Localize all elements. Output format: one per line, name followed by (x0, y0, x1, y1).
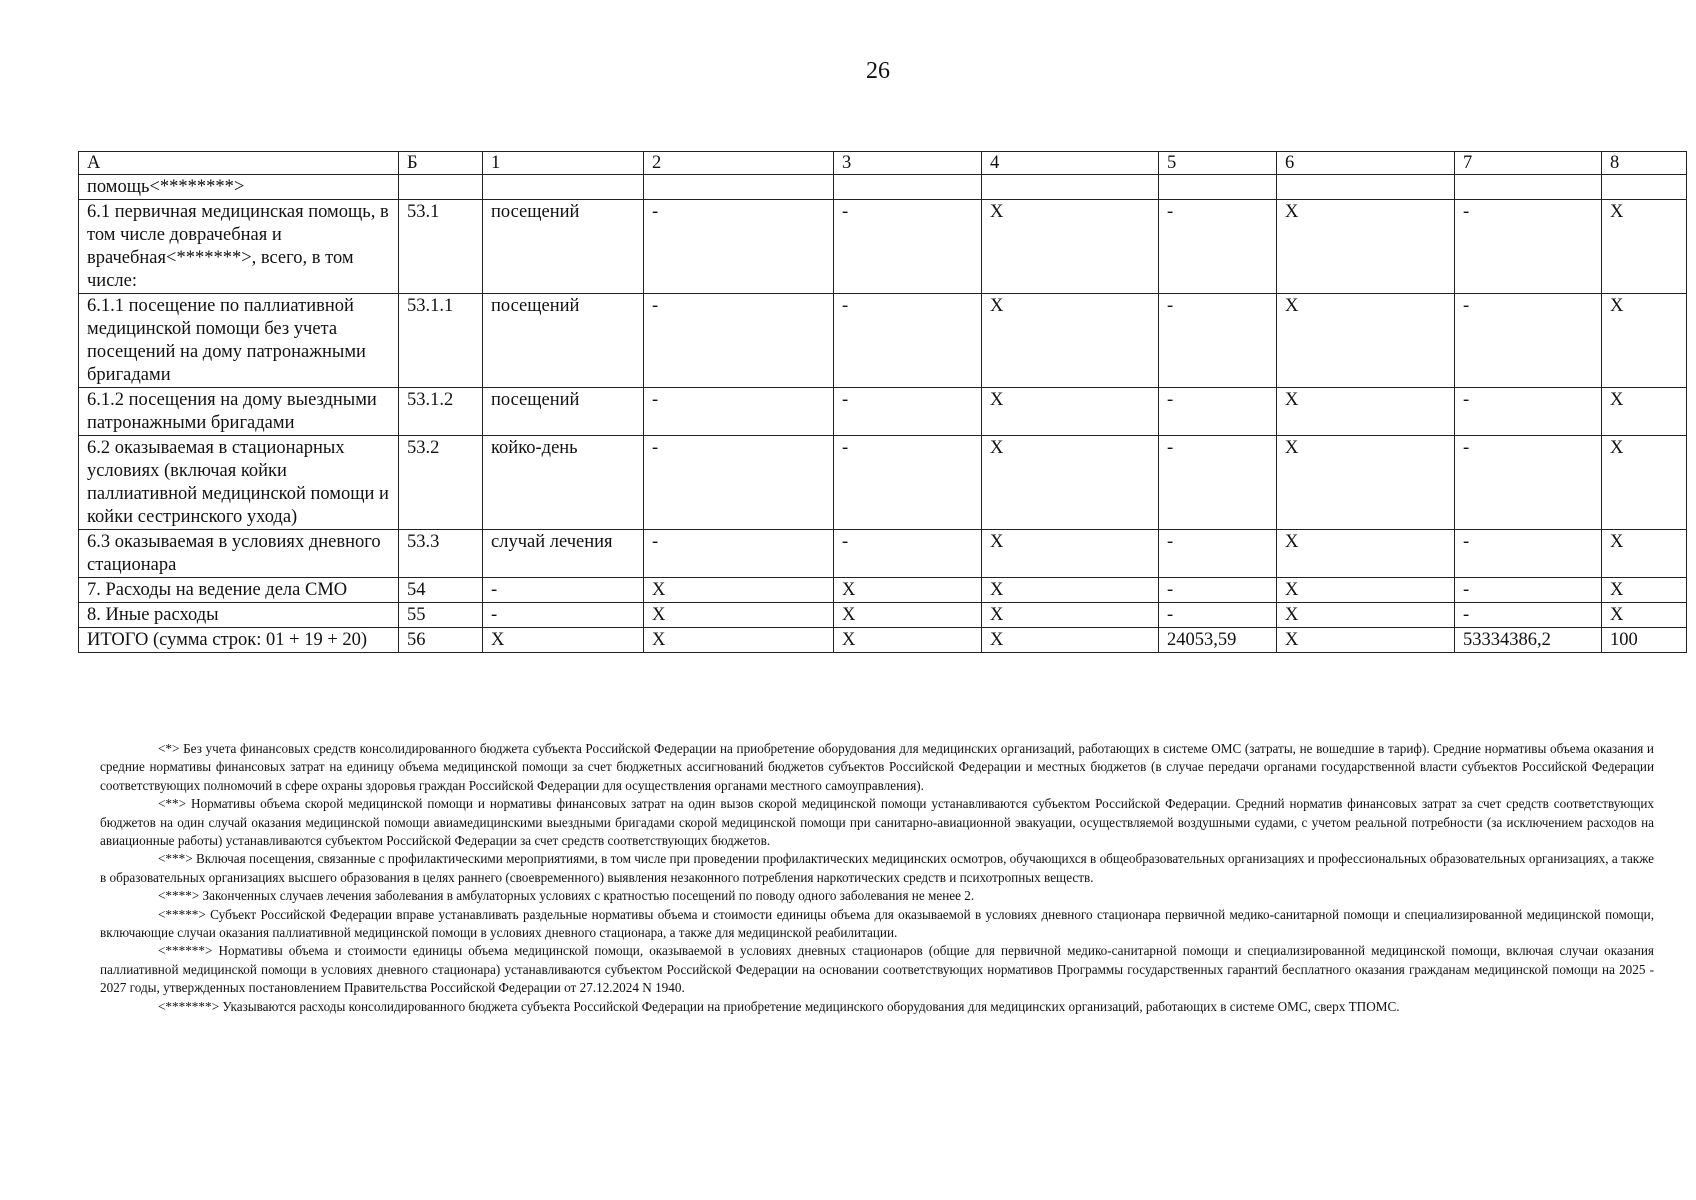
column-header-3: 3 (834, 152, 982, 175)
table-cell-a: 6.1 первичная медицинская помощь, в том числе доврачебная и врачебная<*******>, всего, в том числе: (79, 200, 399, 294)
table-cell-4: Х (982, 436, 1159, 530)
table-cell-4: Х (982, 628, 1159, 653)
table-cell-3: Х (834, 603, 982, 628)
table-cell-1: случай лечения (483, 530, 644, 578)
table-cell-a: ИТОГО (сумма строк: 01 + 19 + 20) (79, 628, 399, 653)
table-cell-7: - (1455, 294, 1602, 388)
table-cell-3: - (834, 530, 982, 578)
table-cell-6: Х (1277, 436, 1455, 530)
table-cell-7: - (1455, 436, 1602, 530)
table-cell-2: - (644, 200, 834, 294)
table-cell-6: Х (1277, 530, 1455, 578)
column-header-1: 1 (483, 152, 644, 175)
table-cell-3: Х (834, 628, 982, 653)
table-header-row (79, 152, 1687, 175)
table-cell-6: Х (1277, 603, 1455, 628)
table-cell-8: Х (1602, 388, 1687, 436)
table-cell-7: - (1455, 603, 1602, 628)
table-row (79, 436, 1687, 530)
table-cell-6: Х (1277, 388, 1455, 436)
table-cell-6: Х (1277, 200, 1455, 294)
table-cell-1: посещений (483, 388, 644, 436)
table-cell-4: Х (982, 388, 1159, 436)
page-number: 26 (866, 58, 890, 84)
table-cell-8: 100 (1602, 628, 1687, 653)
table-cell-1: посещений (483, 294, 644, 388)
footnote: <****> Законченных случаев лечения заболевания в амбулаторных условиях с кратностью посещений по поводу одного заболевания не менее 2. (158, 888, 975, 904)
table-cell-7: - (1455, 578, 1602, 603)
table-cell-5: 24053,59 (1159, 628, 1277, 653)
table-cell-8: Х (1602, 436, 1687, 530)
column-header-4: 4 (982, 152, 1159, 175)
column-header-6: 6 (1277, 152, 1455, 175)
table-cell-b: 53.1.1 (399, 294, 483, 388)
table-cell-a: 6.2 оказываемая в стационарных условиях (включая койки паллиативной медицинской помощи и койки сестринского ухода) (79, 436, 399, 530)
table-cell-a: 6.1.2 посещения на дому выездными патронажными бригадами (79, 388, 399, 436)
table-row (79, 200, 1687, 294)
table-cell-3: - (834, 388, 982, 436)
column-header-7: 7 (1455, 152, 1602, 175)
table-cell-1 (483, 175, 644, 200)
table-cell-2: - (644, 388, 834, 436)
table-cell-2: Х (644, 628, 834, 653)
footnote: <******> Нормативы объема и стоимости единицы объема медицинской помощи, оказываемой в условиях дневных стационаров (общие для первичной медико-санитарной помощи и специализированной медицинской помощи, включая случаи оказания паллиативной медицинской помощи в условиях дневного стационара) устанавливаются субъектом Российской Федерации на основании соответствующих нормативов Программы государственных гарантий бесплатного оказания гражданам медицинской помощи на 2025 - 2027 годы, утвержденных постановлением Правительства Российской Федерации от 27.12.2024 N 1940. (100, 943, 1654, 996)
table-cell-3: - (834, 294, 982, 388)
table-cell-1: посещений (483, 200, 644, 294)
table-cell-3: Х (834, 578, 982, 603)
table-cell-a: 7. Расходы на ведение дела СМО (79, 578, 399, 603)
table-cell-8: Х (1602, 200, 1687, 294)
table-cell-2: - (644, 436, 834, 530)
table-cell-5: - (1159, 294, 1277, 388)
footnote: <*****> Субъект Российской Федерации вправе устанавливать раздельные нормативы объема и стоимости единицы объема для оказываемой в условиях дневного стационара первичной медико-санитарной помощи и специализированной медицинской помощи, включающие случаи оказания паллиативной медицинской помощи в условиях дневного стационара, а также для медицинской реабилитации. (100, 906, 1654, 941)
table-row (79, 175, 1687, 200)
table-row (79, 294, 1687, 388)
footnote: <***> Включая посещения, связанные с профилактическими мероприятиями, в том числе при проведении профилактических медицинских осмотров, обучающихся в общеобразовательных организациях и профессиональных образовательных организациях, а также в образовательных организациях высшего образования в целях раннего (своевременного) выявления незаконного потребления наркотических средств и психотропных веществ. (100, 851, 1654, 885)
table-cell-4: Х (982, 530, 1159, 578)
table-cell-5: - (1159, 578, 1277, 603)
table-cell-3: - (834, 200, 982, 294)
table-cell-3 (834, 175, 982, 200)
table-cell-b: 53.1.2 (399, 388, 483, 436)
table-cell-1: Х (483, 628, 644, 653)
data-table (78, 151, 1687, 653)
column-header-5: 5 (1159, 152, 1277, 175)
footnotes (100, 740, 1654, 1016)
column-header-b: Б (399, 152, 483, 175)
table-row (79, 578, 1687, 603)
table-cell-7: - (1455, 200, 1602, 294)
table-cell-a: помощь<********> (79, 175, 399, 200)
table-cell-b: 55 (399, 603, 483, 628)
table-cell-b: 53.1 (399, 200, 483, 294)
table-cell-3: - (834, 436, 982, 530)
table-cell-a: 6.1.1 посещение по паллиативной медицинской помощи без учета посещений на дому патронажными бригадами (79, 294, 399, 388)
table-cell-8: Х (1602, 603, 1687, 628)
table-cell-a: 8. Иные расходы (79, 603, 399, 628)
table-cell-b: 54 (399, 578, 483, 603)
footnote: <**> Нормативы объема скорой медицинской помощи и нормативы финансовых затрат на один вызов скорой медицинской помощи устанавливаются субъектом Российской Федерации. Средний норматив финансовых затрат за счет средств соответствующих бюджетов на один случай оказания медицинской помощи авиамедицинскими выездными бригадами скорой медицинской помощи при санитарно-авиационной эвакуации, осуществляемой воздушными судами, с учетом реальной потребности (за исключением расходов на авиационные работы) устанавливаются субъектом Российской Федерации за счет средств соответствующих бюджетов. (100, 796, 1654, 849)
table-cell-7: - (1455, 530, 1602, 578)
table-cell-8: Х (1602, 578, 1687, 603)
table-cell-6: Х (1277, 578, 1455, 603)
table-cell-b: 56 (399, 628, 483, 653)
table-cell-1: - (483, 603, 644, 628)
table-cell-6: Х (1277, 294, 1455, 388)
column-header-a: А (79, 152, 399, 175)
table-cell-6 (1277, 175, 1455, 200)
table-row (79, 388, 1687, 436)
table-cell-b: 53.2 (399, 436, 483, 530)
table-row (79, 530, 1687, 578)
column-header-8: 8 (1602, 152, 1687, 175)
table-cell-4: Х (982, 578, 1159, 603)
table-cell-5 (1159, 175, 1277, 200)
table-cell-1: койко-день (483, 436, 644, 530)
table-cell-4 (982, 175, 1159, 200)
table-cell-8: Х (1602, 294, 1687, 388)
table-cell-2: - (644, 530, 834, 578)
table-cell-5: - (1159, 530, 1277, 578)
table-cell-5: - (1159, 388, 1277, 436)
column-header-2: 2 (644, 152, 834, 175)
table-cell-2: Х (644, 603, 834, 628)
table-cell-2: Х (644, 578, 834, 603)
table-cell-5: - (1159, 436, 1277, 530)
table-cell-8 (1602, 175, 1687, 200)
table-cell-5: - (1159, 200, 1277, 294)
table-cell-1: - (483, 578, 644, 603)
table-cell-7: 53334386,2 (1455, 628, 1602, 653)
table-cell-4: Х (982, 603, 1159, 628)
table-row (79, 603, 1687, 628)
table-cell-7: - (1455, 388, 1602, 436)
table-cell-b (399, 175, 483, 200)
table-cell-4: Х (982, 294, 1159, 388)
footnote: <*******> Указываются расходы консолидированного бюджета субъекта Российской Федерации на приобретение медицинского оборудования для медицинских организаций, работающих в системе ОМС, сверх ТПОМС. (158, 998, 1400, 1014)
table-cell-2 (644, 175, 834, 200)
table-row (79, 628, 1687, 653)
table-cell-a: 6.3 оказываемая в условиях дневного стационара (79, 530, 399, 578)
table-cell-5: - (1159, 603, 1277, 628)
table-cell-2: - (644, 294, 834, 388)
table-cell-b: 53.3 (399, 530, 483, 578)
table-cell-8: Х (1602, 530, 1687, 578)
table-cell-6: Х (1277, 628, 1455, 653)
table-cell-4: Х (982, 200, 1159, 294)
table-cell-7 (1455, 175, 1602, 200)
footnote: <*> Без учета финансовых средств консолидированного бюджета субъекта Российской Федерации на приобретение оборудования для медицинских организаций, работающих в системе ОМС (затраты, не вошедшие в тариф). Средние нормативы объема оказания и средние нормативы финансовых затрат на единицу объема медицинской помощи за счет бюджетных ассигнований бюджетов субъектов Российской Федерации и местных бюджетов (в случае передачи органами государственной власти субъектов Российской Федерации соответствующих полномочий в сфере охраны здоровья граждан Российской Федерации для осуществления органами местного самоуправления). (100, 741, 1654, 793)
